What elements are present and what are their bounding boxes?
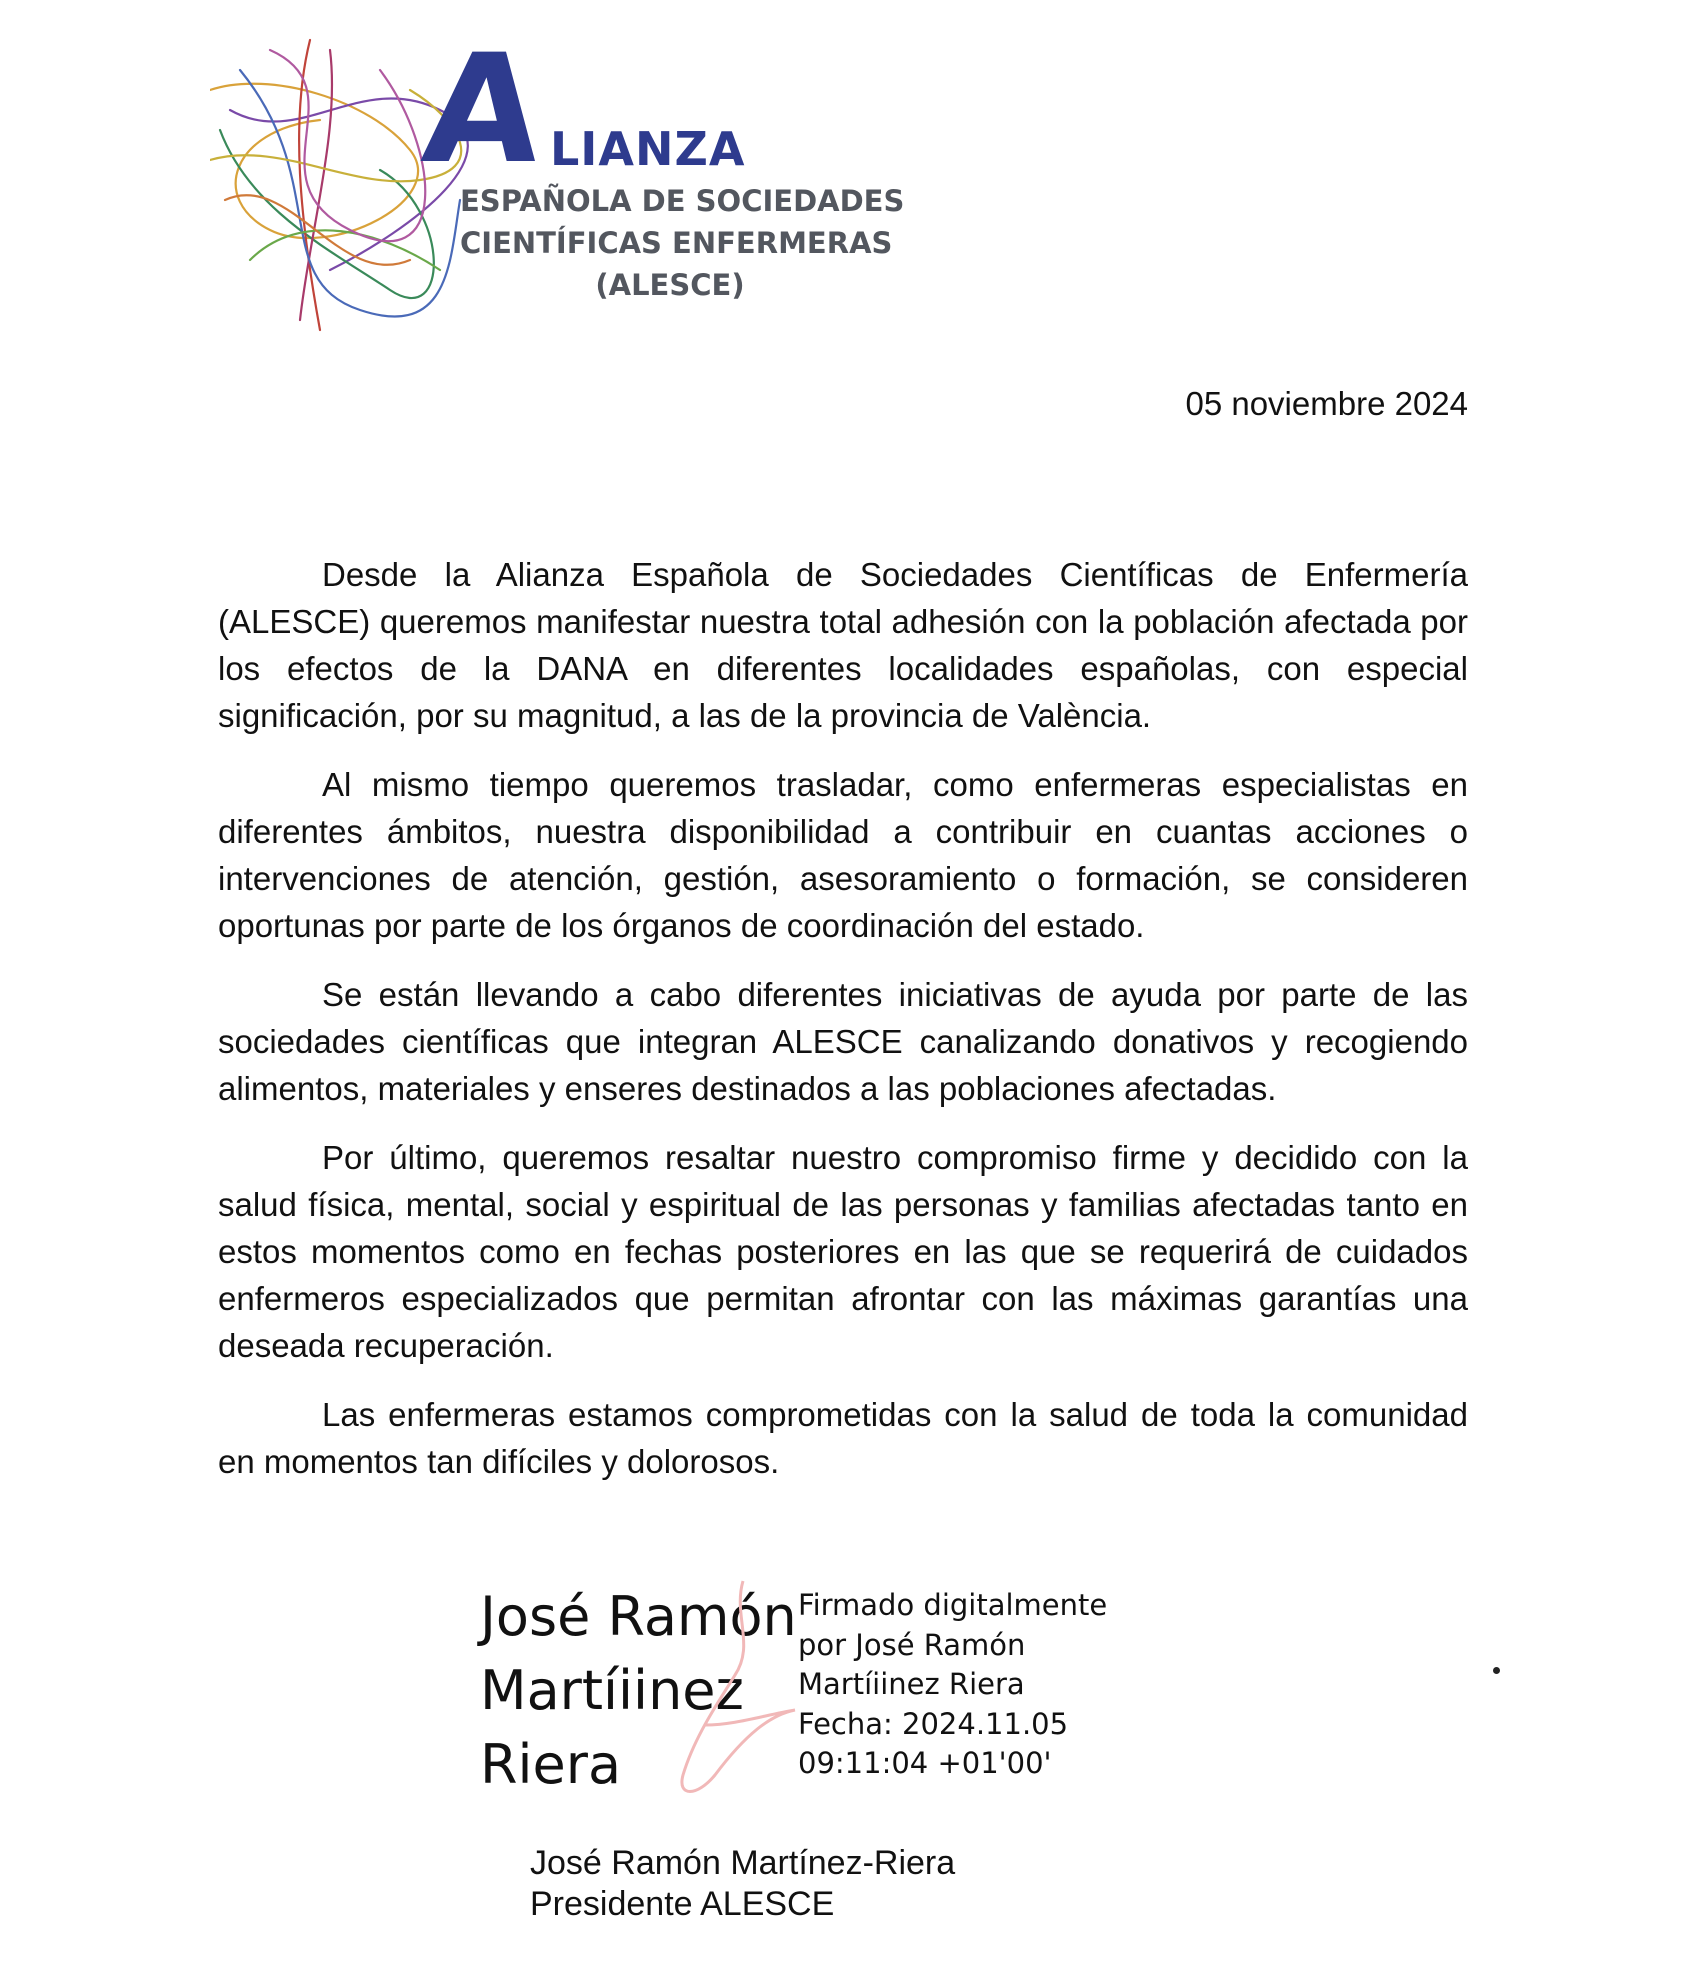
signatory-role: Presidente ALESCE xyxy=(530,1885,835,1923)
logo-subtitle-line: CIENTÍFICAS ENFERMERAS xyxy=(460,226,893,260)
paragraph: Al mismo tiempo queremos trasladar, como enfermeras especialistas en diferentes ámbitos, nuestra disponibilidad a contribuir en cuantas acciones o intervenciones de atención, gestión, asesoramiento o formación, se consideren oportunas por parte de los órganos de coordinación del estado. xyxy=(218,766,1468,944)
logo-subtitle-line: ESPAÑOLA DE SOCIEDADES xyxy=(460,184,905,218)
signatory xyxy=(530,1843,955,1925)
paragraph: Desde la Alianza Española de Sociedades Científicas de Enfermería (ALESCE) queremos manifestar nuestra total adhesión con la población afectada por los efectos de la DANA en diferentes localidades españolas, con especial significación, por su magnitud, a las de la provincia de València. xyxy=(218,556,1468,734)
signature-name-line: Martíiinez xyxy=(480,1659,744,1722)
adobe-signature-mark-icon xyxy=(675,1575,805,1805)
logo-word: LIANZA xyxy=(550,122,746,176)
logo-subtitle-line: (ALESCE) xyxy=(595,268,745,302)
paragraph: Se están llevando a cabo diferentes iniciativas de ayuda por parte de las sociedades científicas que integran ALESCE canalizando donativos y recogiendo alimentos, materiales y enseres destinados a las poblaciones afectadas. xyxy=(218,976,1468,1107)
signature-info-line: Fecha: 2024.11.05 xyxy=(798,1706,1069,1741)
signatory-name: José Ramón Martínez-Riera xyxy=(530,1844,956,1882)
letter-body xyxy=(218,551,1468,1507)
paragraph: Las enfermeras estamos comprometidas con la salud de toda la comunidad en momentos tan difíciles y dolorosos. xyxy=(218,1396,1468,1480)
signature-info-line: Martíiinez Riera xyxy=(798,1667,1025,1701)
stray-dot xyxy=(1493,1667,1500,1674)
signature-info xyxy=(798,1586,1118,1784)
signature-info-line: Firmado digitalmente xyxy=(798,1588,1108,1622)
alesce-logo xyxy=(210,23,905,345)
signature-name-line: Riera xyxy=(480,1733,622,1796)
signature-info-line: 09:11:04 +01'00' xyxy=(798,1746,1052,1780)
logo-subtitle xyxy=(460,180,905,306)
signature-name-line: José Ramón xyxy=(480,1585,797,1648)
logo-big-letter: A xyxy=(415,23,551,197)
paragraph: Por último, queremos resaltar nuestro compromiso firme y decidido con la salud física, mental, social y espiritual de las personas y familias afectadas tanto en estos momentos como en fechas posteriores en las que se requerirá de cuidados enfermeros especializados que permitan afrontar con las máximas garantías una deseada recuperación. xyxy=(218,1139,1468,1364)
letter-date: 05 noviembre 2024 xyxy=(1185,385,1468,422)
signature-info-line: por José Ramón xyxy=(798,1627,1026,1662)
